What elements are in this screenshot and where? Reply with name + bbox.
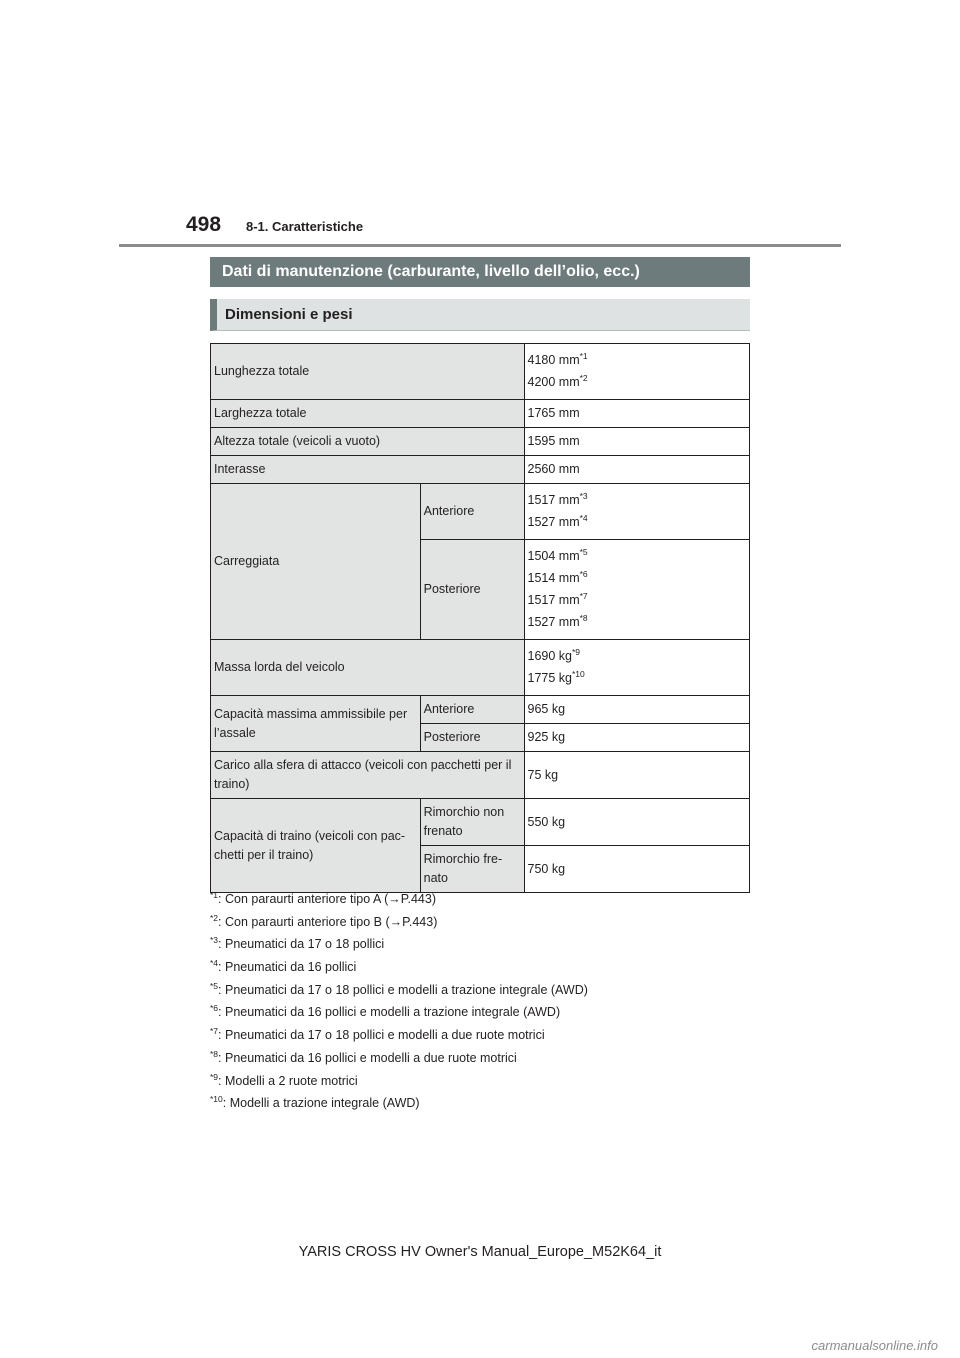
value-massa: 1690 $kg^{*9}$ 1775 $kg^{*10}$ xyxy=(524,640,749,696)
label-traino-non-frenato: Rimorchio non frenato xyxy=(420,799,524,846)
value-traino-non-frenato: 550 kg xyxy=(524,799,749,846)
footnotes xyxy=(210,884,770,1111)
section-label: 8-1. Caratteristiche xyxy=(246,219,364,234)
value-larghezza: 1765 mm xyxy=(524,400,749,428)
header-rule xyxy=(119,244,841,247)
label-traino-frenato: Rimorchio fre-nato xyxy=(420,846,524,893)
value-traino-frenato: 750 kg xyxy=(524,846,749,893)
label-assale: Capacità massima ammissibile per l’assale xyxy=(211,696,421,752)
footnote: $^{*8}$: Pneumatici da 16 pollici e modelli a due ruote motrici xyxy=(210,1048,517,1065)
label-interasse: Interasse xyxy=(211,456,525,484)
label-lunghezza: Lunghezza totale xyxy=(211,344,525,400)
value-interasse: 2560 mm xyxy=(524,456,749,484)
value-carreggiata-posteriore: 1504 $mm^{*5}$ 1514 $mm^{*6}$ 1517 $mm^{*7}$ 1527 $mm^{*8}$ xyxy=(524,540,749,640)
value-lunghezza: 4180 $mm^{*1}$ 4200 $mm^{*2}$ xyxy=(524,344,749,400)
label-carreggiata: Carreggiata xyxy=(211,484,421,640)
sub-heading: Dimensioni e pesi xyxy=(210,299,750,331)
footnote: $^{*2}$: Con paraurti anteriore tipo B (→P.443) xyxy=(210,912,438,929)
label-larghezza: Larghezza totale xyxy=(211,400,525,428)
value-carreggiata-anteriore: 1517 $mm^{*3}$ 1527 $mm^{*4}$ xyxy=(524,484,749,540)
dimensions-table xyxy=(210,343,750,893)
label-carreggiata-posteriore: Posteriore xyxy=(420,540,524,640)
label-traino: Capacità di traino (veicoli con pac-chetti per il traino) xyxy=(211,799,421,893)
table-row xyxy=(211,428,750,456)
label-assale-anteriore: Anteriore xyxy=(420,696,524,724)
footnote: $^{*3}$: Pneumatici da 17 o 18 pollici xyxy=(210,935,385,952)
watermark: carmanualsonline.info xyxy=(811,1338,938,1353)
label-assale-posteriore: Posteriore xyxy=(420,724,524,752)
value-assale-anteriore: 965 kg xyxy=(524,696,749,724)
label-altezza: Altezza totale (veicoli a vuoto) xyxy=(211,428,525,456)
table-row xyxy=(211,456,750,484)
footer-manual-title: YARIS CROSS HV Owner's Manual_Europe_M52K64_it xyxy=(298,1244,662,1260)
value-sfera: 75 kg xyxy=(524,752,749,799)
main-heading: Dati di manutenzione (carburante, livello dell’olio, ecc.) xyxy=(210,257,750,287)
label-carreggiata-anteriore: Anteriore xyxy=(420,484,524,540)
footnote: $^{*1}$: Con paraurti anteriore tipo A (→P.443) xyxy=(210,890,436,906)
table-row xyxy=(211,799,750,846)
value-assale-posteriore: 925 kg xyxy=(524,724,749,752)
footnote: $^{*9}$: Modelli a 2 ruote motrici xyxy=(210,1071,358,1088)
table-row xyxy=(211,696,750,724)
footnote: $^{*10}$: Modelli a trazione integrale (AWD) xyxy=(210,1094,420,1111)
footnote: $^{*6}$: Pneumatici da 16 pollici e modelli a trazione integrale (AWD) xyxy=(210,1003,561,1020)
value-altezza: 1595 mm xyxy=(524,428,749,456)
table-row xyxy=(211,752,750,799)
table-row xyxy=(211,344,750,400)
page-number: 498 xyxy=(186,213,222,236)
footnote: $^{*5}$: Pneumatici da 17 o 18 pollici e modelli a trazione integrale (AWD) xyxy=(210,980,588,997)
footnote: $^{*4}$: Pneumatici da 16 pollici xyxy=(210,958,357,975)
label-massa: Massa lorda del veicolo xyxy=(211,640,525,696)
footnote: $^{*7}$: Pneumatici da 17 o 18 pollici e modelli a due ruote motrici xyxy=(210,1026,545,1043)
label-sfera: Carico alla sfera di attacco (veicoli con pacchetti per il traino) xyxy=(211,752,525,799)
table-row xyxy=(211,484,750,540)
table-row xyxy=(211,640,750,696)
table-row xyxy=(211,400,750,428)
